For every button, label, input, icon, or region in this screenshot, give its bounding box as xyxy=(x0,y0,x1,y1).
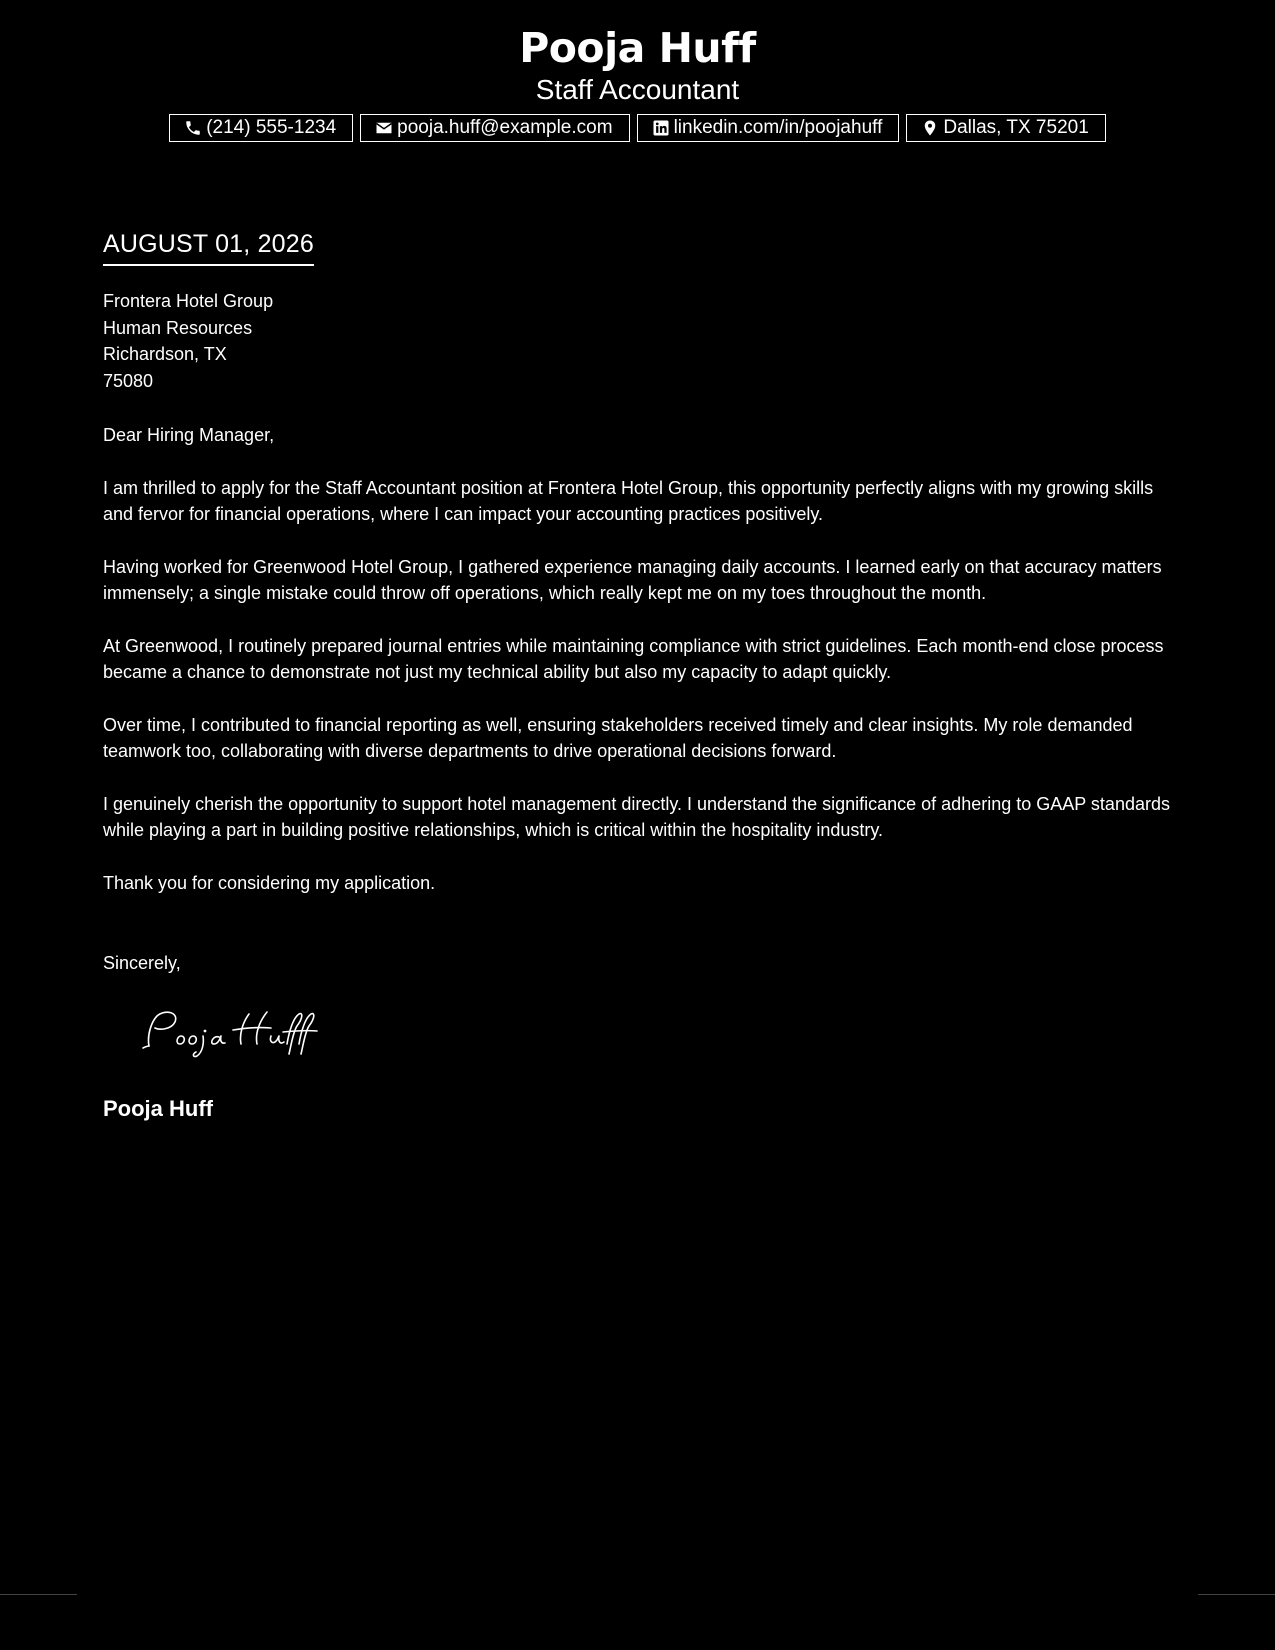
paragraph: Over time, I contributed to financial reporting as well, ensuring stakeholders received timely and clear insights. My role demanded teamwork too, collaborating with diverse departments to drive operational decisions forward. xyxy=(103,714,1133,761)
letter-date: AUGUST 01, 2026 xyxy=(103,228,314,266)
recipient-company: Frontera Hotel Group xyxy=(103,291,274,311)
applicant-name: Pooja Huff xyxy=(519,24,756,72)
envelope-icon xyxy=(375,119,393,137)
linkedin-icon xyxy=(652,119,670,137)
paragraph: At Greenwood, I routinely prepared journal entries while maintaining compliance with strict guidelines. Each month-end close process became a chance to demonstrate not just my technical ability but also my capacity to adapt quickly. xyxy=(103,635,1164,682)
paragraph: Having worked for Greenwood Hotel Group, I gathered experience managing daily accounts. I learned early on that accuracy matters immensely; a single mistake could throw off operations, which really kept me on my toes throughout the month. xyxy=(103,556,1162,603)
recipient-department: Human Resources xyxy=(103,317,253,338)
map-pin-icon xyxy=(921,119,939,137)
recipient-city-state: Richardson, TX xyxy=(103,344,227,364)
footer-rule-right xyxy=(1198,1594,1275,1595)
paragraph: I genuinely cherish the opportunity to support hotel management directly. I understand the significance of adhering to GAAP standards while playing a part in building positive relationships, which is critical within the hospitality industry. xyxy=(103,793,1170,840)
letter-body xyxy=(103,422,1183,922)
contact-location[interactable] xyxy=(906,114,1105,142)
handwritten-signature xyxy=(135,1000,335,1060)
salutation: Dear Hiring Manager, xyxy=(103,425,275,445)
email-text: pooja.huff@example.com xyxy=(397,117,613,138)
linkedin-text: linkedin.com/in/poojahuff xyxy=(673,117,883,138)
contact-email[interactable] xyxy=(360,114,629,142)
contact-bar xyxy=(0,114,1275,142)
recipient-address xyxy=(103,288,273,394)
letter-header xyxy=(0,22,1275,142)
paragraph: Thank you for considering my application. xyxy=(103,872,436,893)
location-text: Dallas, TX 75201 xyxy=(943,117,1089,138)
footer-rule-left xyxy=(0,1594,77,1595)
contact-linkedin[interactable] xyxy=(637,114,900,142)
applicant-title: Staff Accountant xyxy=(535,74,740,105)
phone-icon xyxy=(184,119,202,137)
closing: Sincerely, xyxy=(103,953,181,973)
signer-name: Pooja Huff xyxy=(103,1096,213,1121)
contact-phone[interactable] xyxy=(169,114,353,142)
phone-text: (214) 555-1234 xyxy=(206,117,337,138)
recipient-zip: 75080 xyxy=(103,370,154,391)
paragraph: I am thrilled to apply for the Staff Accountant position at Frontera Hotel Group, this opportunity perfectly aligns with my growing skills and fervor for financial operations, where I can impact your accounting practices positively. xyxy=(103,477,1154,524)
